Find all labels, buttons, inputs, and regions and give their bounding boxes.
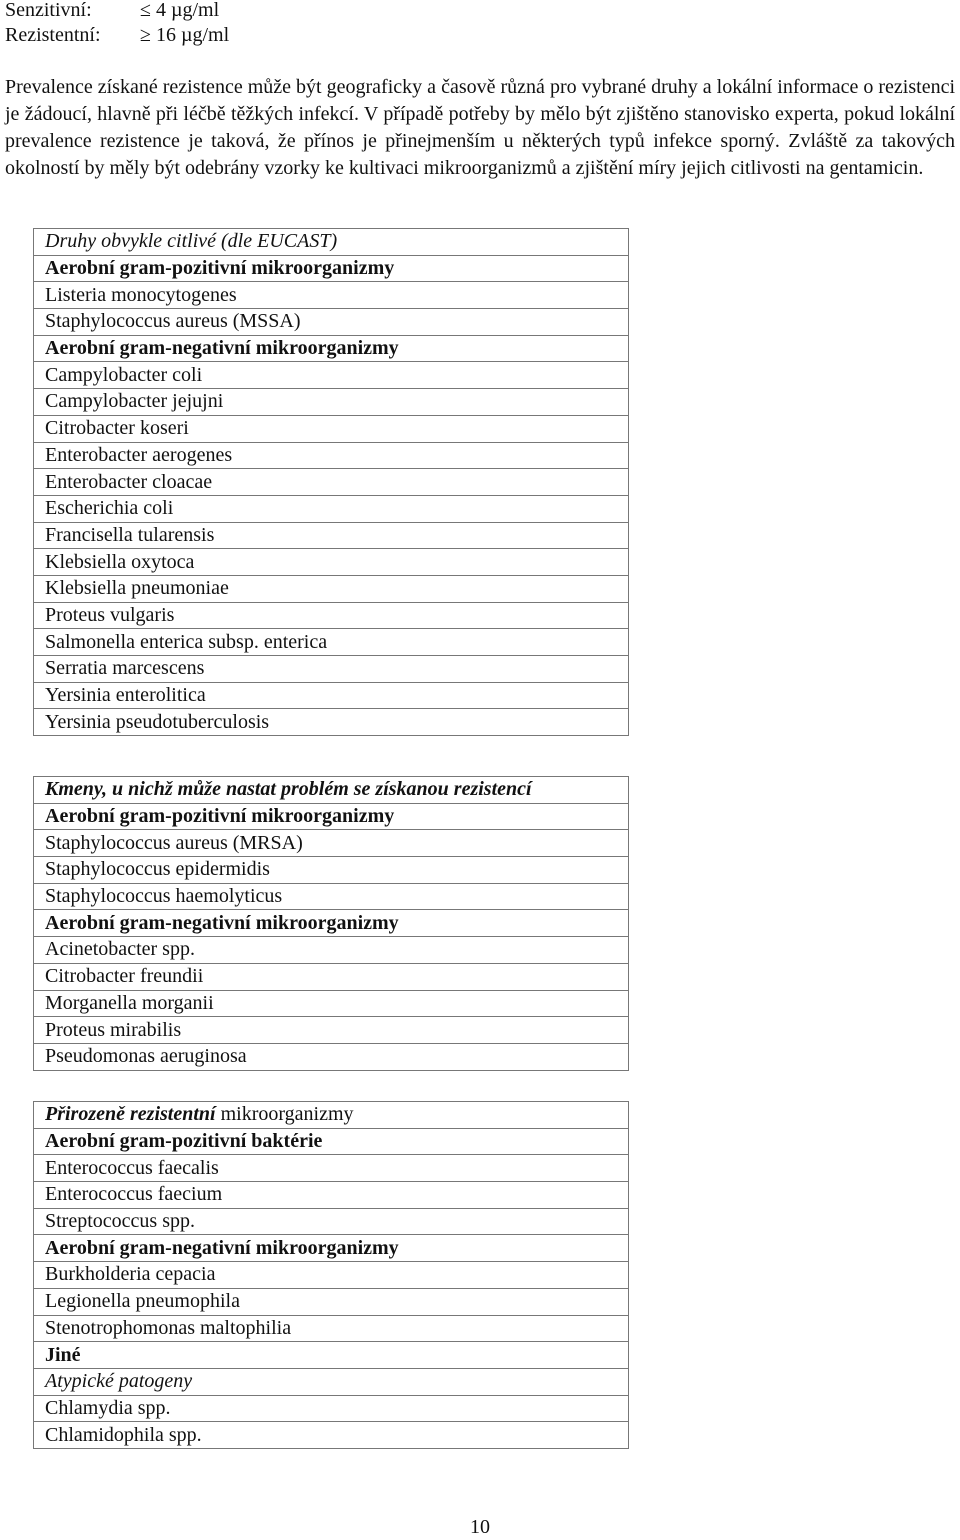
table-header-emphasis: Přirozeně rezistentní (45, 1103, 216, 1126)
table-row (34, 522, 629, 549)
organism-cell: Chlamydia spp. (34, 1395, 629, 1422)
table-row (34, 857, 629, 884)
organism-cell: Serratia marcescens (34, 656, 629, 683)
organism-cell: Staphylococcus epidermidis (34, 857, 629, 884)
page-number: 10 (470, 1516, 490, 1538)
organism-cell: Chlamidophila spp. (34, 1422, 629, 1449)
mic-sensitive-row (5, 0, 219, 23)
table-row (34, 910, 629, 937)
mic-resistant-value: ≥ 16 µg/ml (140, 24, 230, 46)
table-row (34, 1342, 629, 1369)
table-intrinsic-resistance (33, 1101, 629, 1449)
table-row (34, 309, 629, 336)
table-row (34, 883, 629, 910)
table-row (34, 442, 629, 469)
organism-cell: Enterobacter aerogenes (34, 442, 629, 469)
table-row (34, 362, 629, 389)
organism-cell: Streptococcus spp. (34, 1208, 629, 1235)
table-row (34, 830, 629, 857)
table-row (34, 803, 629, 830)
organism-cell: Enterobacter cloacae (34, 469, 629, 496)
organism-cell: Klebsiella oxytoca (34, 549, 629, 576)
table-row (34, 389, 629, 416)
group-heading-gram-positive: Aerobní gram-pozitivní mikroorganizmy (34, 803, 629, 830)
organism-cell: Escherichia coli (34, 495, 629, 522)
group-heading-atypical: Atypické patogeny (34, 1368, 629, 1395)
organism-cell: Proteus mirabilis (34, 1017, 629, 1044)
organism-cell: Staphylococcus haemolyticus (34, 883, 629, 910)
table-row (34, 777, 629, 804)
organism-cell: Staphylococcus aureus (MRSA) (34, 830, 629, 857)
table-row (34, 495, 629, 522)
organism-cell: Pseudomonas aeruginosa (34, 1043, 629, 1070)
table-row (34, 1368, 629, 1395)
organism-cell: Yersinia pseudotuberculosis (34, 709, 629, 736)
mic-sensitive-label: Senzitivní: (5, 0, 92, 21)
organism-cell: Enterococcus faecium (34, 1182, 629, 1209)
table-row (34, 1043, 629, 1070)
mic-sensitive-value: ≤ 4 µg/ml (140, 0, 220, 21)
table-row (34, 629, 629, 656)
mic-resistant-row (5, 23, 229, 48)
table-row (34, 335, 629, 362)
table-row (34, 1208, 629, 1235)
table-susceptible-species (33, 228, 629, 736)
table-row (34, 1288, 629, 1315)
table-row (34, 1235, 629, 1262)
table-header: Kmeny, u nichž může nastat problém se získanou rezistencí (34, 777, 629, 804)
group-heading-other: Jiné (34, 1342, 629, 1369)
table-row (34, 229, 629, 256)
table-row (34, 1422, 629, 1449)
table-header: Druhy obvykle citlivé (dle EUCAST) (34, 229, 629, 256)
table-row (34, 415, 629, 442)
table-row (34, 282, 629, 309)
table-row (34, 549, 629, 576)
table-row (34, 1102, 629, 1129)
group-heading-gram-negative: Aerobní gram-negativní mikroorganizmy (34, 335, 629, 362)
table-row (34, 1182, 629, 1209)
table-row (34, 469, 629, 496)
organism-cell: Campylobacter coli (34, 362, 629, 389)
organism-cell: Listeria monocytogenes (34, 282, 629, 309)
table-row (34, 1128, 629, 1155)
organism-cell: Burkholderia cepacia (34, 1262, 629, 1289)
table-row (34, 575, 629, 602)
organism-cell: Citrobacter freundii (34, 963, 629, 990)
organism-cell: Francisella tularensis (34, 522, 629, 549)
table-row (34, 255, 629, 282)
group-heading-gram-positive: Aerobní gram-pozitivní mikroorganizmy (34, 255, 629, 282)
group-heading-gram-negative: Aerobní gram-negativní mikroorganizmy (34, 1235, 629, 1262)
table-row (34, 990, 629, 1017)
organism-cell: Proteus vulgaris (34, 602, 629, 629)
table-row (34, 963, 629, 990)
table-row (34, 1017, 629, 1044)
resistance-prevalence-paragraph: Prevalence získané rezistence může být geograficky a časově různá pro vybrané druhy a lokální informace o rezistenci je žádoucí, hlavně při léčbě těžkých infekcí. V případě potřeby by mělo být zjištěno stanovisko experta, pokud lokální prevalence rezistence je taková, že přínos je přinejmenším u některých typů infekce sporný. Zvláště za takových okolností by měly být odebrány vzorky ke kultivaci mikroorganizmů a zjištění míry jejich citlivosti na gentamicin. (5, 76, 955, 179)
table-row (34, 1262, 629, 1289)
organism-cell: Klebsiella pneumoniae (34, 575, 629, 602)
table-acquired-resistance (33, 776, 629, 1071)
table-header-rest: mikroorganizmy (215, 1103, 354, 1126)
organism-cell: Stenotrophomonas maltophilia (34, 1315, 629, 1342)
table-row (34, 656, 629, 683)
mic-resistant-label: Rezistentní: (5, 24, 101, 46)
organism-cell: Morganella morganii (34, 990, 629, 1017)
organism-cell: Yersinia enterolitica (34, 682, 629, 709)
organism-cell: Staphylococcus aureus (MSSA) (34, 309, 629, 336)
table-row (34, 682, 629, 709)
table-row (34, 1395, 629, 1422)
table-row (34, 937, 629, 964)
group-heading-gram-positive: Aerobní gram-pozitivní baktérie (34, 1128, 629, 1155)
organism-cell: Salmonella enterica subsp. enterica (34, 629, 629, 656)
organism-cell: Legionella pneumophila (34, 1288, 629, 1315)
table-row (34, 1315, 629, 1342)
table-row (34, 602, 629, 629)
organism-cell: Citrobacter koseri (34, 415, 629, 442)
organism-cell: Campylobacter jejujni (34, 389, 629, 416)
organism-cell: Acinetobacter spp. (34, 937, 629, 964)
table-header (34, 1102, 629, 1129)
organism-cell: Enterococcus faecalis (34, 1155, 629, 1182)
table-row (34, 709, 629, 736)
group-heading-gram-negative: Aerobní gram-negativní mikroorganizmy (34, 910, 629, 937)
table-row (34, 1155, 629, 1182)
